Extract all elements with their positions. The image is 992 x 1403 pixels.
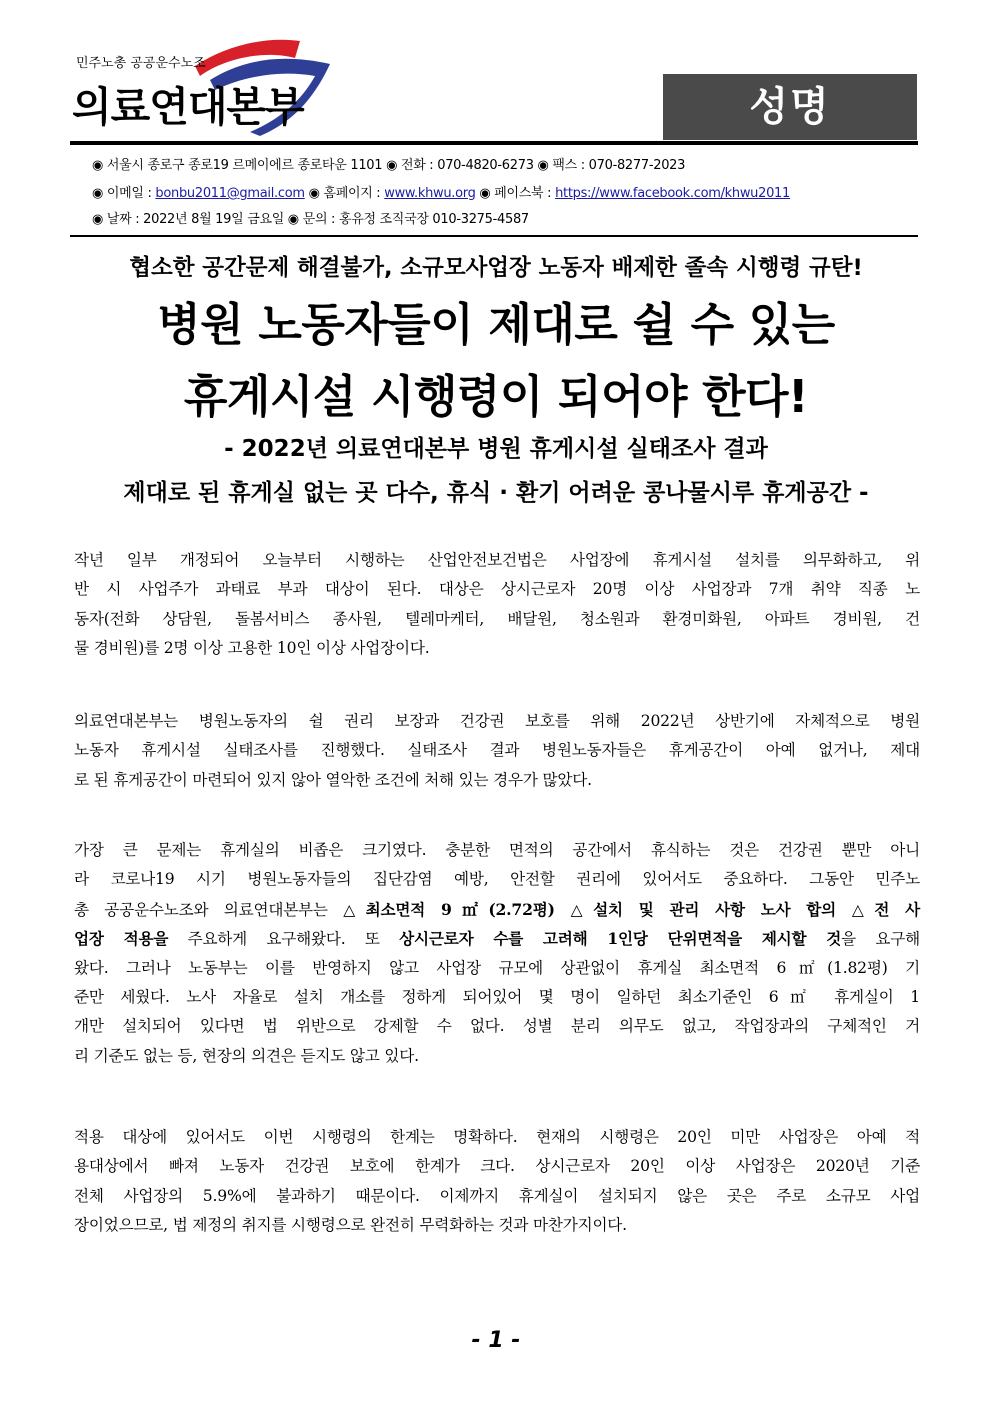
kicker-headline: 협소한 공간문제 해결불가, 소규모사업장 노동자 배제한 졸속 시행령 규탄! xyxy=(129,255,863,281)
header-bottom-divider xyxy=(70,235,918,237)
subtitle-line-1: - 2022년 의료연대본부 병원 휴게시설 실태조사 결과 xyxy=(224,436,768,462)
facebook-label: ◉ 페이스북 : xyxy=(475,186,556,201)
paragraph-line: 로 된 휴게공간이 마련되어 있지 않아 열악한 조건에 처해 있는 경우가 많았다. xyxy=(74,770,592,789)
paragraph-line: 작년 일부 개정되어 오늘부터 시행하는 산업안전보건법은 사업장에 휴게시설 설치를 의무화하고, 위 xyxy=(74,551,920,569)
demand-emphasis: △최소면적 9㎡(2.72평) △설치 및 관리 사항 노사 합의 △전 사 xyxy=(343,899,920,919)
facebook-link[interactable]: https://www.facebook.com/khwu2011 xyxy=(555,186,790,201)
union-logo xyxy=(70,36,350,136)
paragraph-line: 라 코로나19 시기 병원노동자들의 집단감염 예방, 안전할 권리에 있어서도 중요하다. 그동안 민주노 xyxy=(74,870,920,889)
paragraph-line: 가장 큰 문제는 휴게실의 비좁은 크기였다. 충분한 면적의 공간에서 휴식하는 것은 건강권 뿐만 아니 xyxy=(74,841,920,859)
demand-emphasis: 업장 적용을 xyxy=(74,929,169,949)
paragraph-line: 의료연대본부는 병원노동자의 쉴 권리 보장과 건강권 보호를 위해 2022년 상반기에 자체적으로 병원 xyxy=(74,712,920,730)
paragraph-line: 왔다. 그러나 노동부는 이를 반영하지 않고 사업장 규모에 상관없이 휴게실 최소면적 6㎡(1.82평) 기 xyxy=(74,958,920,977)
paragraph-line: 장이었으므로, 법 제정의 취지를 시행령으로 완전히 무력화하는 것과 마찬가지이다. xyxy=(74,1216,627,1235)
paragraph-line: 개만 설치되어 있다면 법 위반으로 강제할 수 없다. 성별 분리 의무도 없고, 작업장과의 구체적인 거 xyxy=(74,1017,920,1036)
page-number: - 1 - xyxy=(471,1328,521,1353)
demand-emphasis: 상시근로자 수를 고려해 1인당 단위면적을 제시할 것 xyxy=(399,929,842,949)
paragraph-line: 준만 세웠다. 노사 자율로 설치 개소를 정하게 되어있어 몇 명이 일하던 최소기준인 6㎡ 휴게실이 1 xyxy=(74,987,920,1006)
main-title-line-1: 병원 노동자들이 제대로 쉴 수 있는 xyxy=(157,298,835,351)
date-contact-line: ◉ 날짜 : 2022년 8월 19일 금요일 ◉ 문의 : 홍유정 조직국장 010-3275-4587 xyxy=(92,212,529,227)
paragraph-2 xyxy=(74,707,920,795)
paragraph-line: 노동자 휴게시설 실태조사를 진행했다. 실태조사 결과 병원노동자들은 휴게공간이 아예 없거나, 제대 xyxy=(74,741,920,760)
text-span: 총 공공운수노조와 의료연대본부는 xyxy=(74,900,344,919)
logo-title: 의료연대본부 xyxy=(72,83,304,131)
logo-subtitle: 민주노총 공공운수노조 xyxy=(76,56,206,71)
text-span: 주요하게 요구해왔다. 또 xyxy=(168,930,400,949)
main-title-line-2: 휴게시설 시행령이 되어야 한다! xyxy=(183,370,809,423)
paragraph-line xyxy=(74,924,920,953)
header-divider xyxy=(70,141,918,145)
address-line: ◉ 서울시 종로구 종로19 르메이에르 종로타운 1101 ◉ 전화 : 070-4820-6273 ◉ 팩스 : 070-8277-2023 xyxy=(92,158,686,173)
homepage-label: ◉ 홈페이지 : xyxy=(304,186,385,201)
paragraph-1 xyxy=(74,546,920,664)
email-label: ◉ 이메일 : xyxy=(92,186,156,201)
paragraph-line: 용대상에서 빠져 노동자 건강권 보호에 한계가 크다. 상시근로자 20인 이상 사업장은 2020년 기준 xyxy=(74,1157,920,1176)
paragraph-line: 물 경비원)를 2명 이상 고용한 10인 이상 사업장이다. xyxy=(74,639,430,658)
paragraph-line xyxy=(74,895,920,924)
paragraph-line: 적용 대상에 있어서도 이번 시행령의 한계는 명확하다. 현재의 시행령은 20인 미만 사업장은 아예 적 xyxy=(74,1128,920,1146)
subtitle-line-2: 제대로 된 휴게실 없는 곳 다수, 휴식 · 환기 어려운 콩나물시루 휴게공간 - xyxy=(123,480,869,506)
text-span: 을 요구해 xyxy=(841,930,920,949)
email-link[interactable]: bonbu2011@gmail.com xyxy=(155,186,305,201)
paragraph-3 xyxy=(74,836,920,1071)
paragraph-line: 동자(전화 상담원, 돌봄서비스 종사원, 텔레마케터, 배달원, 청소원과 환경미화원, 아파트 경비원, 건 xyxy=(74,609,920,628)
paragraph-line: 반 시 사업주가 과태료 부과 대상이 된다. 대상은 상시근로자 20명 이상 사업장과 7개 취약 직종 노 xyxy=(74,580,920,599)
paragraph-line: 리 기준도 없는 등, 현장의 의견은 듣지도 않고 있다. xyxy=(74,1046,419,1065)
document-type-badge: 성명 xyxy=(663,74,917,140)
contact-line xyxy=(92,182,790,201)
paragraph-line: 전체 사업장의 5.9%에 불과하기 때문이다. 이제까지 휴게실이 설치되지 않은 곳은 주로 소규모 사업 xyxy=(74,1186,920,1205)
paragraph-4 xyxy=(74,1123,920,1241)
homepage-link[interactable]: www.khwu.org xyxy=(384,186,476,201)
